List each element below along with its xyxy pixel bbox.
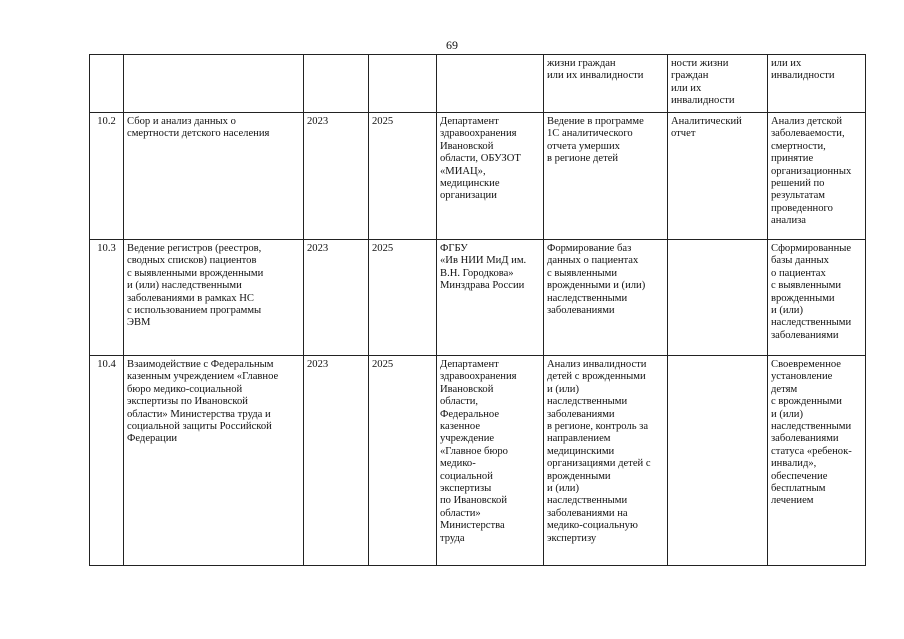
task-cell: Сбор и анализ данных о смертности детского населения	[124, 113, 304, 240]
executor-cell: ФГБУ «Ив НИИ МиД им. В.Н. Городкова» Минздрава России	[437, 240, 544, 356]
effect-cell: или их инвалидности	[768, 55, 866, 113]
table-row	[90, 356, 866, 566]
executor-cell: Департамент здравоохранения Ивановской области, Федеральное казенное учреждение «Главное бюро медико- социальной экспертизы по Ивановской области» Министерства труда	[437, 356, 544, 566]
end-year-cell: 2025	[369, 356, 437, 566]
effect-cell: Своевременное установление детям с врожденными и (или) наследственными заболеваниями статуса «ребенок- инвалид», обеспечение бесплатным лечением	[768, 356, 866, 566]
result-form-cell: ности жизни граждан или их инвалидности	[668, 55, 768, 113]
executor-cell: Департамент здравоохранения Ивановской области, ОБУЗОТ «МИАЦ», медицинские организации	[437, 113, 544, 240]
result-form-cell: Аналитический отчет	[668, 113, 768, 240]
page-number: 69	[446, 38, 458, 52]
measures-table	[89, 54, 866, 566]
row-number: 10.2	[90, 113, 124, 240]
task-cell: Взаимодействие с Федеральным казенным учреждением «Главное бюро медико-социальной экспертизы по Ивановской области» Министерства труда и социальной защиты Российской Федерации	[124, 356, 304, 566]
row-number: 10.4	[90, 356, 124, 566]
executor-cell	[437, 55, 544, 113]
description-cell: Анализ инвалидности детей с врожденными и (или) наследственными заболеваниями в регионе, контроль за направлением медицинскими организациями детей с врожденными и (или) наследственными заболеваниями на медико-социальную экспертизу	[544, 356, 668, 566]
result-form-cell	[668, 356, 768, 566]
end-year-cell: 2025	[369, 240, 437, 356]
table-row	[90, 113, 866, 240]
row-number	[90, 55, 124, 113]
end-year-cell: 2025	[369, 113, 437, 240]
start-year-cell: 2023	[304, 113, 369, 240]
start-year-cell	[304, 55, 369, 113]
effect-cell: Анализ детской заболеваемости, смертности, принятие организационных решений по результатам проведенного анализа	[768, 113, 866, 240]
result-form-cell	[668, 240, 768, 356]
description-cell: Формирование баз данных о пациентах с выявленными врожденными и (или) наследственными заболеваниями	[544, 240, 668, 356]
row-number: 10.3	[90, 240, 124, 356]
start-year-cell: 2023	[304, 240, 369, 356]
start-year-cell: 2023	[304, 356, 369, 566]
description-cell: Ведение в программе 1С аналитического отчета умерших в регионе детей	[544, 113, 668, 240]
effect-cell: Сформированные базы данных о пациентах с выявленными врожденными и (или) наследственными заболеваниями	[768, 240, 866, 356]
description-cell: жизни граждан или их инвалидности	[544, 55, 668, 113]
table-row	[90, 55, 866, 113]
task-cell	[124, 55, 304, 113]
task-cell: Ведение регистров (реестров, сводных списков) пациентов с выявленными врожденными и (или) наследственными заболеваниями в рамках НС с использованием программы ЭВМ	[124, 240, 304, 356]
end-year-cell	[369, 55, 437, 113]
table-row	[90, 240, 866, 356]
